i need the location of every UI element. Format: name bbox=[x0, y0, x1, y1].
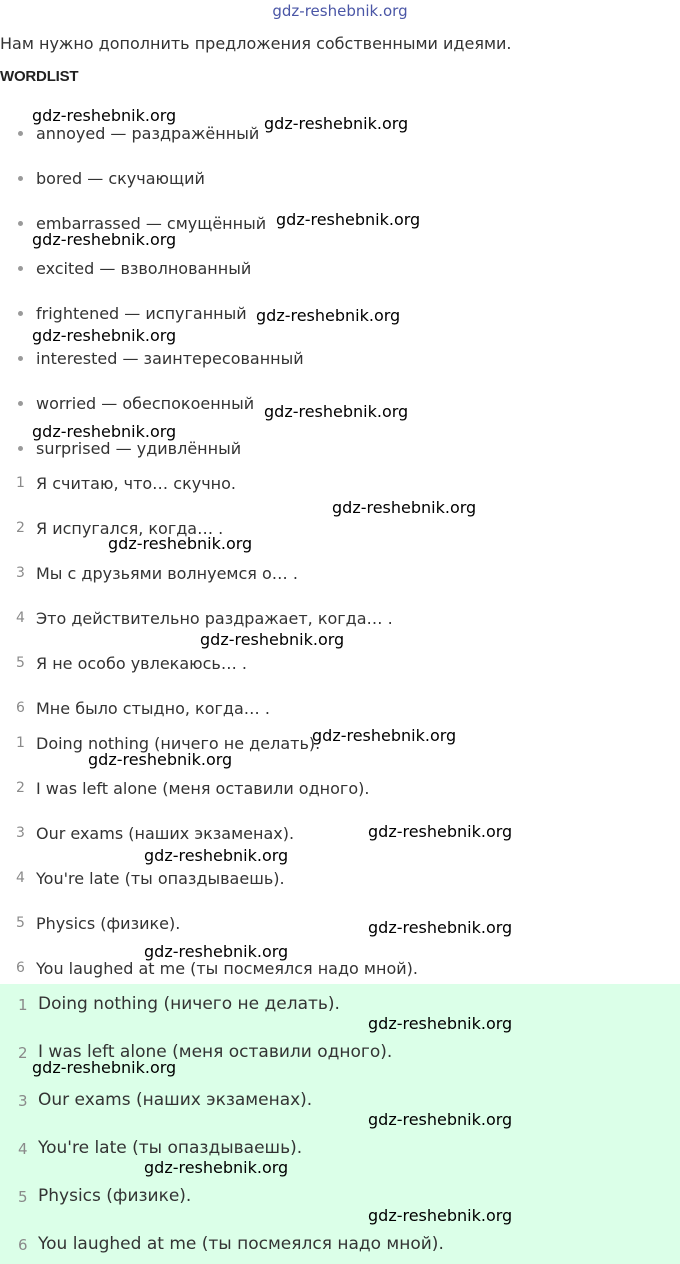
watermark: gdz-reshebnik.org bbox=[144, 1158, 289, 1177]
watermark: gdz-reshebnik.org bbox=[200, 630, 345, 649]
watermark: gdz-reshebnik.org bbox=[368, 1110, 513, 1129]
task-text: Это действительно раздражает, когда… . bbox=[36, 609, 393, 628]
highlighted-answer-number: 3 bbox=[18, 1092, 28, 1110]
highlighted-answer-number: 2 bbox=[18, 1044, 28, 1062]
answer-number: 4 bbox=[16, 870, 25, 886]
highlighted-answer-text: You laughed at me (ты посмеялся надо мной). bbox=[38, 1234, 444, 1254]
watermark: gdz-reshebnik.org bbox=[32, 326, 177, 345]
highlighted-answer-number: 5 bbox=[18, 1188, 28, 1206]
highlighted-answer-text: Physics (физике). bbox=[38, 1186, 192, 1206]
bullet bbox=[18, 131, 23, 136]
bullet bbox=[18, 356, 23, 361]
answer-number: 2 bbox=[16, 780, 25, 796]
wordlist-item: bored — скучающий bbox=[36, 169, 205, 188]
watermark: gdz-reshebnik.org bbox=[108, 534, 253, 553]
wordlist-item: excited — взволнованный bbox=[36, 259, 252, 278]
highlighted-answer-number: 1 bbox=[18, 996, 28, 1014]
answer-number: 6 bbox=[16, 960, 25, 976]
highlighted-answer-number: 6 bbox=[18, 1236, 28, 1254]
highlighted-answer-text: Doing nothing (ничего не делать). bbox=[38, 994, 340, 1014]
wordlist-item: worried — обеспокоенный bbox=[36, 394, 255, 413]
highlighted-answer-panel bbox=[0, 984, 680, 1264]
site-watermark: gdz-reshebnik.org bbox=[272, 2, 408, 20]
highlighted-answer-text: I was left alone (меня оставили одного). bbox=[38, 1042, 393, 1062]
watermark: gdz-reshebnik.org bbox=[264, 402, 409, 421]
task-text: Мне было стыдно, когда… . bbox=[36, 699, 270, 718]
answer-number: 5 bbox=[16, 915, 25, 931]
task-number: 3 bbox=[16, 565, 25, 581]
watermark: gdz-reshebnik.org bbox=[332, 498, 477, 517]
answer-number: 3 bbox=[16, 825, 25, 841]
wordlist-item: embarrassed — смущённый bbox=[36, 214, 267, 233]
bullet bbox=[18, 266, 23, 271]
task-number: 1 bbox=[16, 475, 25, 491]
wordlist-item: interested — заинтересованный bbox=[36, 349, 304, 368]
watermark: gdz-reshebnik.org bbox=[32, 230, 177, 249]
answer-number: 1 bbox=[16, 735, 25, 751]
highlighted-answer-text: You're late (ты опаздываешь). bbox=[38, 1138, 303, 1158]
task-number: 2 bbox=[16, 520, 25, 536]
wordlist-heading: WORDLIST bbox=[0, 68, 79, 85]
intro-text: Нам нужно дополнить предложения собственными идеями. bbox=[0, 34, 512, 53]
wordlist-item: surprised — удивлённый bbox=[36, 439, 242, 458]
watermark: gdz-reshebnik.org bbox=[312, 726, 457, 745]
task-text: Я считаю, что… скучно. bbox=[36, 474, 236, 493]
watermark: gdz-reshebnik.org bbox=[144, 846, 289, 865]
watermark: gdz-reshebnik.org bbox=[32, 106, 177, 125]
task-text: Я испугался, когда… . bbox=[36, 519, 224, 538]
watermark: gdz-reshebnik.org bbox=[144, 942, 289, 961]
watermark: gdz-reshebnik.org bbox=[368, 1206, 513, 1225]
watermark: gdz-reshebnik.org bbox=[368, 918, 513, 937]
task-number: 6 bbox=[16, 700, 25, 716]
answer-text: Our exams (наших экзаменах). bbox=[36, 824, 295, 843]
task-text: Я не особо увлекаюсь… . bbox=[36, 654, 248, 673]
highlighted-answer-text: Our exams (наших экзаменах). bbox=[38, 1090, 313, 1110]
watermark: gdz-reshebnik.org bbox=[368, 822, 513, 841]
answer-text: You laughed at me (ты посмеялся надо мной). bbox=[36, 959, 418, 978]
bullet bbox=[18, 311, 23, 316]
highlighted-answer-number: 4 bbox=[18, 1140, 28, 1158]
bullet bbox=[18, 221, 23, 226]
watermark: gdz-reshebnik.org bbox=[276, 210, 421, 229]
watermark: gdz-reshebnik.org bbox=[264, 114, 409, 133]
bullet bbox=[18, 446, 23, 451]
answer-text: Physics (физике). bbox=[36, 914, 181, 933]
task-number: 5 bbox=[16, 655, 25, 671]
wordlist-item: annoyed — раздражённый bbox=[36, 124, 260, 143]
bullet bbox=[18, 176, 23, 181]
watermark: gdz-reshebnik.org bbox=[32, 422, 177, 441]
watermark: gdz-reshebnik.org bbox=[88, 750, 233, 769]
answer-text: You're late (ты опаздываешь). bbox=[36, 869, 285, 888]
bullet bbox=[18, 401, 23, 406]
answer-text: Doing nothing (ничего не делать). bbox=[36, 734, 321, 753]
task-number: 4 bbox=[16, 610, 25, 626]
task-text: Мы с друзьями волнуемся о… . bbox=[36, 564, 298, 583]
watermark: gdz-reshebnik.org bbox=[368, 1014, 513, 1033]
watermark: gdz-reshebnik.org bbox=[256, 306, 401, 325]
answer-text: I was left alone (меня оставили одного). bbox=[36, 779, 370, 798]
watermark: gdz-reshebnik.org bbox=[32, 1058, 177, 1077]
wordlist-item: frightened — испуганный bbox=[36, 304, 247, 323]
